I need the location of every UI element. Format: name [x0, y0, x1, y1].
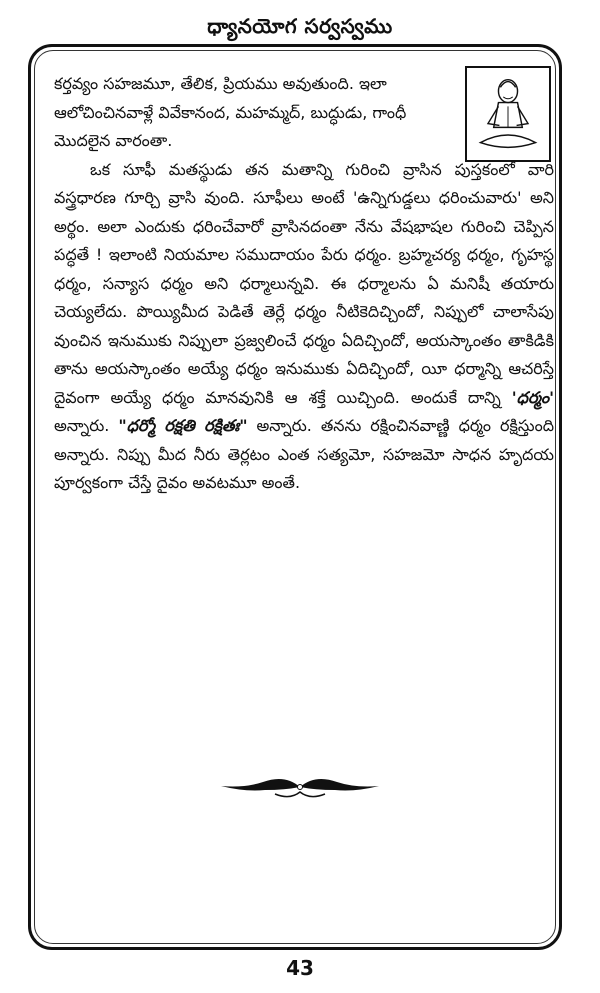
sanskrit-quote: "ధర్మో రక్షతి రక్షితః": [118, 416, 248, 435]
section-ornament: [215, 772, 385, 802]
intro-line-2: ఆలోచించినవాళ్లే వివేకానంద, మహమ్మద్, బుద్ధుడు, గాంధీ: [54, 102, 407, 122]
annaru-text: అన్నారు.: [54, 416, 110, 435]
running-header: ధ్యానయోగ సర్వస్వము: [207, 14, 393, 38]
closing-text: అన్నారు. తనను రక్షించినవాణ్ణి ధర్మం రక్షిస్తుంది అన్నారు. నిప్పు మీద నీరు తెర్లటం ఎంత సత్యమో, సహజమో సాధన హృదయ పూర్వకంగా చేస్తే దైవం అవటమూ అంతే.: [54, 416, 554, 492]
seated-figure-illustration: [467, 68, 549, 160]
seated-teacher-portrait: [465, 66, 551, 162]
main-paragraph-text: ఒక సూఫీ మతస్థుడు తన మతాన్ని గురించి వ్రాసిన పుస్తకంలో వారి వస్త్రధారణ గూర్చి వ్రాసి వుంది. సూఫీలు అంటే 'ఉన్నిగుడ్డలు ధరించువారు' అని అర్థం. అలా ఎందుకు ధరించేవారో వ్రాసినదంతా నేను వేషభాషల గురించి చెప్పిన పద్ధతే ! ఇలాంటి నియమాల సముదాయం పేరు ధర్మం. బ్రహ్మచర్య ధర్మం, గృహస్థ ధర్మం, సన్యాస ధర్మం అని ధర్మాలున్నవి. ఈ ధర్మాలను ఏ మనిషీ తయారు చెయ్యలేదు. పొయ్యిమీద పెడితే తెర్లే ధర్మం నీటికెదిచ్చిందో, నిప్పులో చాలాసేపు వుంచిన ఇనుముకు నిప్పులా ప్రజ్వలించే ధర్మం ఏదిచ్చిందో, అయస్కాంతం తాకిడికి తాను అయస్కాంతం అయ్యే ధర్మం ఇనుముకు ఏదిచ్చిందో, యీ ధర్మాన్ని ఆచరిస్తే దైవంగా అయ్యే ధర్మం మానవునికి ఆ శక్తే యిచ్చింది. అందుకే దాన్ని: [54, 159, 554, 407]
intro-line-1: కర్తవ్యం సహజమూ, తేలిక, ప్రియము అవుతుంది. ఇలా: [54, 74, 387, 93]
main-paragraph: [54, 156, 554, 498]
dharmam-term: 'ధర్మం': [511, 387, 554, 407]
page-number: 43: [286, 956, 314, 980]
page-text: [54, 70, 554, 498]
intro-line-3: మొదలైన వారంతా.: [54, 131, 173, 150]
flourish-ornament-icon: [215, 772, 385, 802]
